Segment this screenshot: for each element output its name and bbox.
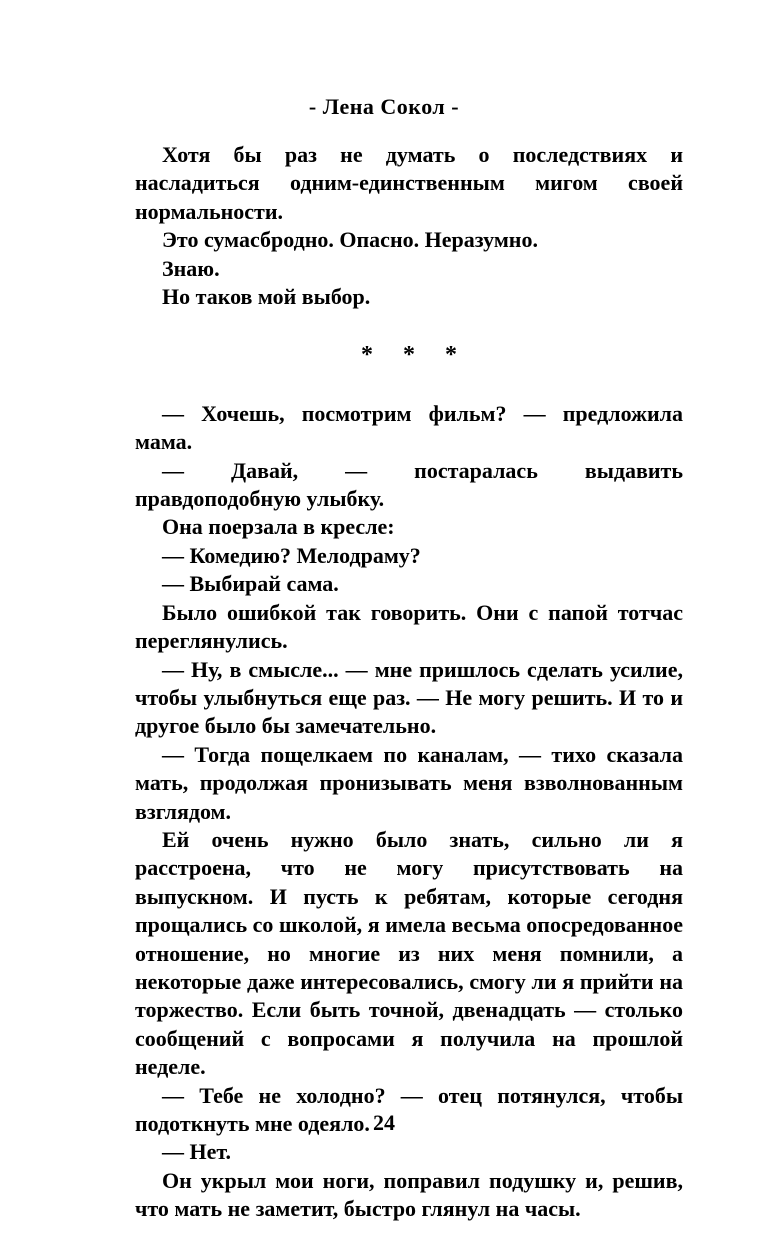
paragraph: Знаю. — [162, 255, 220, 281]
paragraph: — Нет. — [162, 1139, 232, 1165]
paragraph: — Тогда пощелкаем по каналам, — тихо сказала мать, продолжая пронизывать меня взволнованным взглядом. — [135, 741, 683, 824]
paragraph: Хотя бы раз не думать о последствиях и насладиться одним-единственным мигом своей нормальности. — [135, 142, 683, 224]
paragraph: Но таков мой выбор. — [162, 284, 371, 310]
paragraph: Она поерзала в кресле: — [162, 514, 395, 540]
page-number: 24 — [373, 1110, 395, 1135]
scene-break-separator: * * * — [361, 342, 469, 369]
paragraph: Ей очень нужно было знать, сильно ли я расстроена, что не могу присутствовать на выпускном. И пусть к ребятам, которые сегодня прощались со школой, я имела весьма опосредованное отношение, но многие из них меня помнили, а некоторые даже интересовались, смогу ли я прийти на торжество. Если быть точной, двенадцать — столько сообщений с вопросами я получила на прошлой неделе. — [135, 826, 683, 1080]
running-header: - Лена Сокол - — [308, 94, 460, 119]
paragraph: — Тебе не холодно? — отец потянулся, чтобы подоткнуть мне одеяло. — [135, 1082, 683, 1136]
paragraph: — Давай, — постаралась выдавить правдоподобную улыбку. — [135, 457, 683, 512]
paragraph: Было ошибкой так говорить. Они с папой тотчас переглянулись. — [135, 599, 683, 654]
paragraph: Это сумасбродно. Опасно. Неразумно. — [162, 227, 538, 253]
paragraph: — Выбирай сама. — [162, 571, 339, 597]
paragraph: — Комедию? Мелодраму? — [162, 542, 421, 568]
paragraph: Он укрыл мои ноги, поправил подушку и, решив, что мать не заметит, быстро глянул на часы. — [135, 1167, 683, 1222]
paragraph: — Ну, в смысле... — мне пришлось сделать усилие, чтобы улыбнуться еще раз. — Не могу решить. И то и другое было бы замечательно. — [135, 656, 683, 739]
page-body — [135, 141, 683, 1224]
paragraph: — Хочешь, посмотрим фильм? — предложила мама. — [135, 400, 683, 455]
